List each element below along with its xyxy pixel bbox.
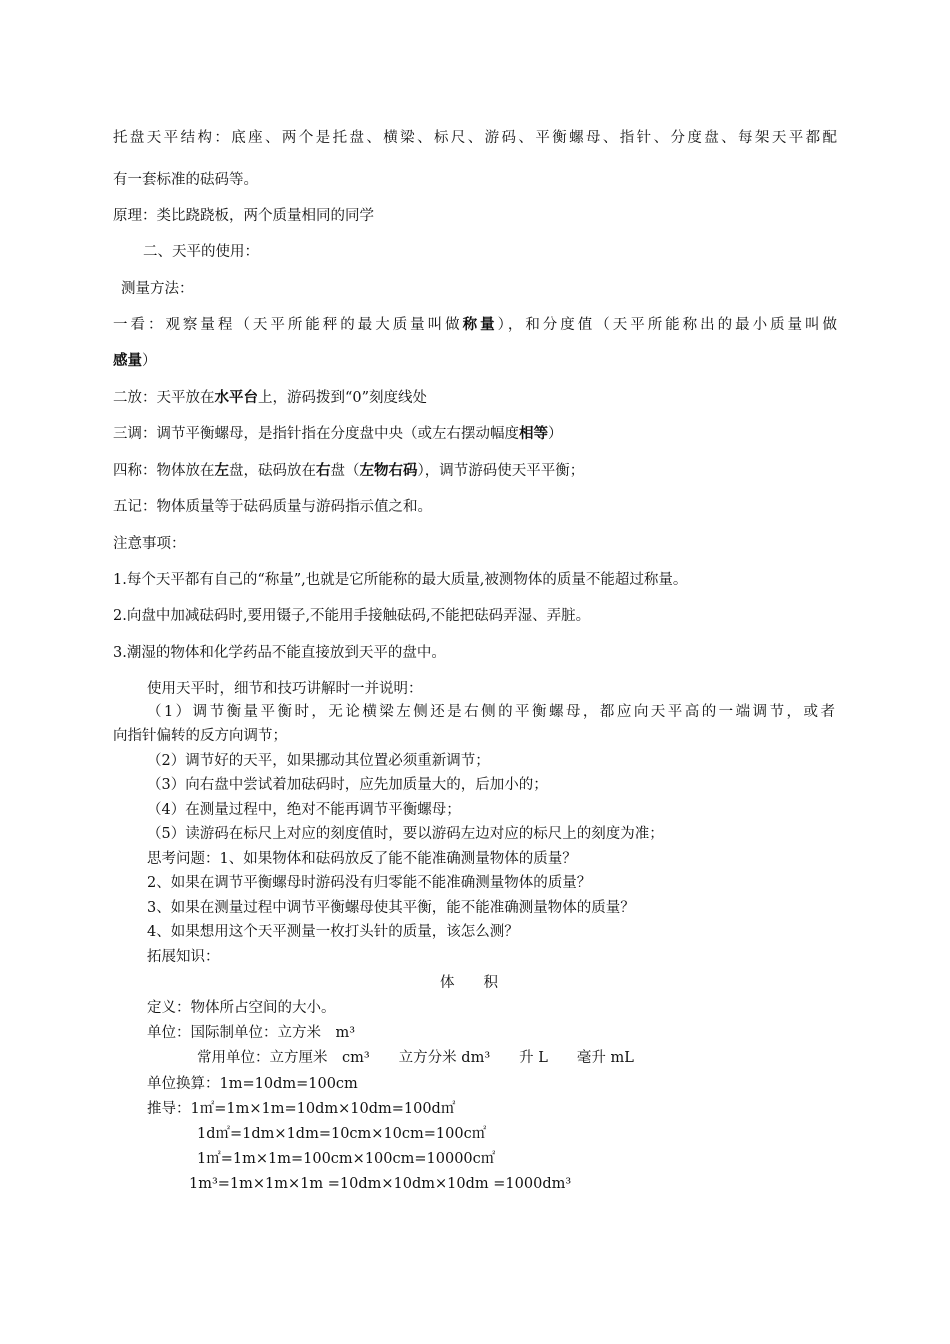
tip-5: （5）读游码在标尺上对应的刻度值时，要以游码左边对应的标尺上的刻度为准；	[147, 826, 664, 842]
step-3-bold: 相等	[519, 425, 548, 442]
tip-1-line-2: 向指针偏转的反方向调节；	[113, 728, 287, 744]
volume-derive-2: 1d㎡=1dm×1dm=10cm×10cm=100c㎡	[197, 1126, 487, 1142]
note-item: 3.潮湿的物体和化学药品不能直接放到天平的盘中。	[113, 645, 446, 661]
volume-unit-common: 常用单位：立方厘米 cm³ 立方分米 dm³ 升 L 毫升 mL	[197, 1050, 634, 1066]
tip-3: （3）向右盘中尝试着加砝码时，应先加质量大的，后加小的；	[147, 777, 548, 793]
tips-title: 使用天平时，细节和技巧讲解时一并说明：	[147, 681, 423, 697]
volume-conversion: 单位换算：1m=10dm=100cm	[147, 1076, 358, 1092]
step-4-bold-a: 左	[214, 462, 229, 479]
step-3-text-a: 三调：调节平衡螺母，是指针指在分度盘中央（或左右摆动幅度	[113, 426, 519, 442]
structure-line-1: 托盘天平结构：底座、两个是托盘、横梁、标尺、游码、平衡螺母、指针、分度盘、每架天平都配	[113, 130, 837, 146]
note-item: 2.向盘中加减砝码时,要用镊子,不能用手接触砝码,不能把砝码弄湿、弄脏。	[113, 608, 591, 624]
step-3-line	[113, 424, 563, 444]
method-title: 测量方法：	[121, 281, 194, 297]
step-4-text-c: 盘（	[330, 463, 360, 479]
step-3-text-b: ）	[548, 426, 563, 442]
step-2-text-a: 二放：天平放在	[113, 390, 215, 406]
step-2-line	[113, 388, 427, 408]
notes-title: 注意事项：	[113, 536, 186, 552]
volume-unit-si: 单位：国际制单位：立方米 m³	[147, 1025, 356, 1041]
tip-1-line-1: （1）调节衡量平衡时，无论横梁左侧还是右侧的平衡螺母，都应向天平高的一端调节，或者	[147, 704, 835, 720]
step-2-bold: 水平台	[214, 389, 258, 406]
step-4-bold-c: 左物右码	[359, 462, 418, 479]
question-item: 思考问题：1、如果物体和砝码放反了能不能准确测量物体的质量？	[147, 851, 577, 867]
step-1-bold-b: 感量	[113, 352, 142, 369]
step-1-text-c: ）	[142, 353, 157, 369]
step-5-line: 五记：物体质量等于砝码质量与游码指示值之和。	[113, 499, 432, 515]
step-4-line	[113, 461, 584, 481]
step-4-text-a: 四称：物体放在	[113, 463, 215, 479]
question-item: 2、如果在调节平衡螺母时游码没有归零能不能准确测量物体的质量？	[147, 875, 592, 891]
step-1-text-b: ），和分度值（天平所能称出的最小质量叫做	[497, 317, 838, 333]
step-4-text-d: ），调节游码使天平平衡；	[417, 463, 585, 479]
step-1-line	[113, 315, 837, 335]
step-1-text-a: 一看：观察量程（天平所能秤的最大质量叫做	[113, 317, 463, 333]
section-2-heading: 二、天平的使用：	[143, 244, 259, 260]
tip-2: （2）调节好的天平，如果挪动其位置必须重新调节；	[147, 753, 490, 769]
step-2-text-b: 上，游码拨到“0”刻度线处	[258, 390, 428, 406]
volume-title	[440, 973, 550, 993]
volume-derive-1: 推导：1㎡=1m×1m=10dm×10dm=100d㎡	[147, 1101, 456, 1117]
principle-line: 原理：类比跷跷板，两个质量相同的同学	[113, 208, 374, 224]
volume-definition: 定义：物体所占空间的大小。	[147, 1000, 336, 1016]
question-item: 4、如果想用这个天平测量一枚打头针的质量，该怎么测？	[147, 924, 519, 940]
structure-line-2: 有一套标准的砝码等。	[113, 172, 258, 188]
step-4-bold-b: 右	[316, 462, 331, 479]
step-4-text-b: 盘，砝码放在	[229, 463, 316, 479]
volume-derive-3: 1㎡=1m×1m=100cm×100cm=10000c㎡	[197, 1151, 496, 1167]
volume-title-text: 体 积	[440, 975, 498, 991]
question-item: 3、如果在测量过程中调节平衡螺母使其平衡，能不能准确测量物体的质量？	[147, 900, 635, 916]
step-1-line-2	[113, 351, 157, 371]
step-1-bold-a: 称量	[462, 316, 498, 333]
extend-title: 拓展知识：	[147, 949, 220, 965]
tip-4: （4）在测量过程中，绝对不能再调节平衡螺母；	[147, 802, 461, 818]
volume-derive-4: 1m³=1m×1m×1m =10dm×10dm×10dm =1000dm³	[189, 1176, 572, 1192]
note-item: 1.每个天平都有自己的“称量”,也就是它所能称的最大质量,被测物体的质量不能超过称量。	[113, 572, 688, 588]
